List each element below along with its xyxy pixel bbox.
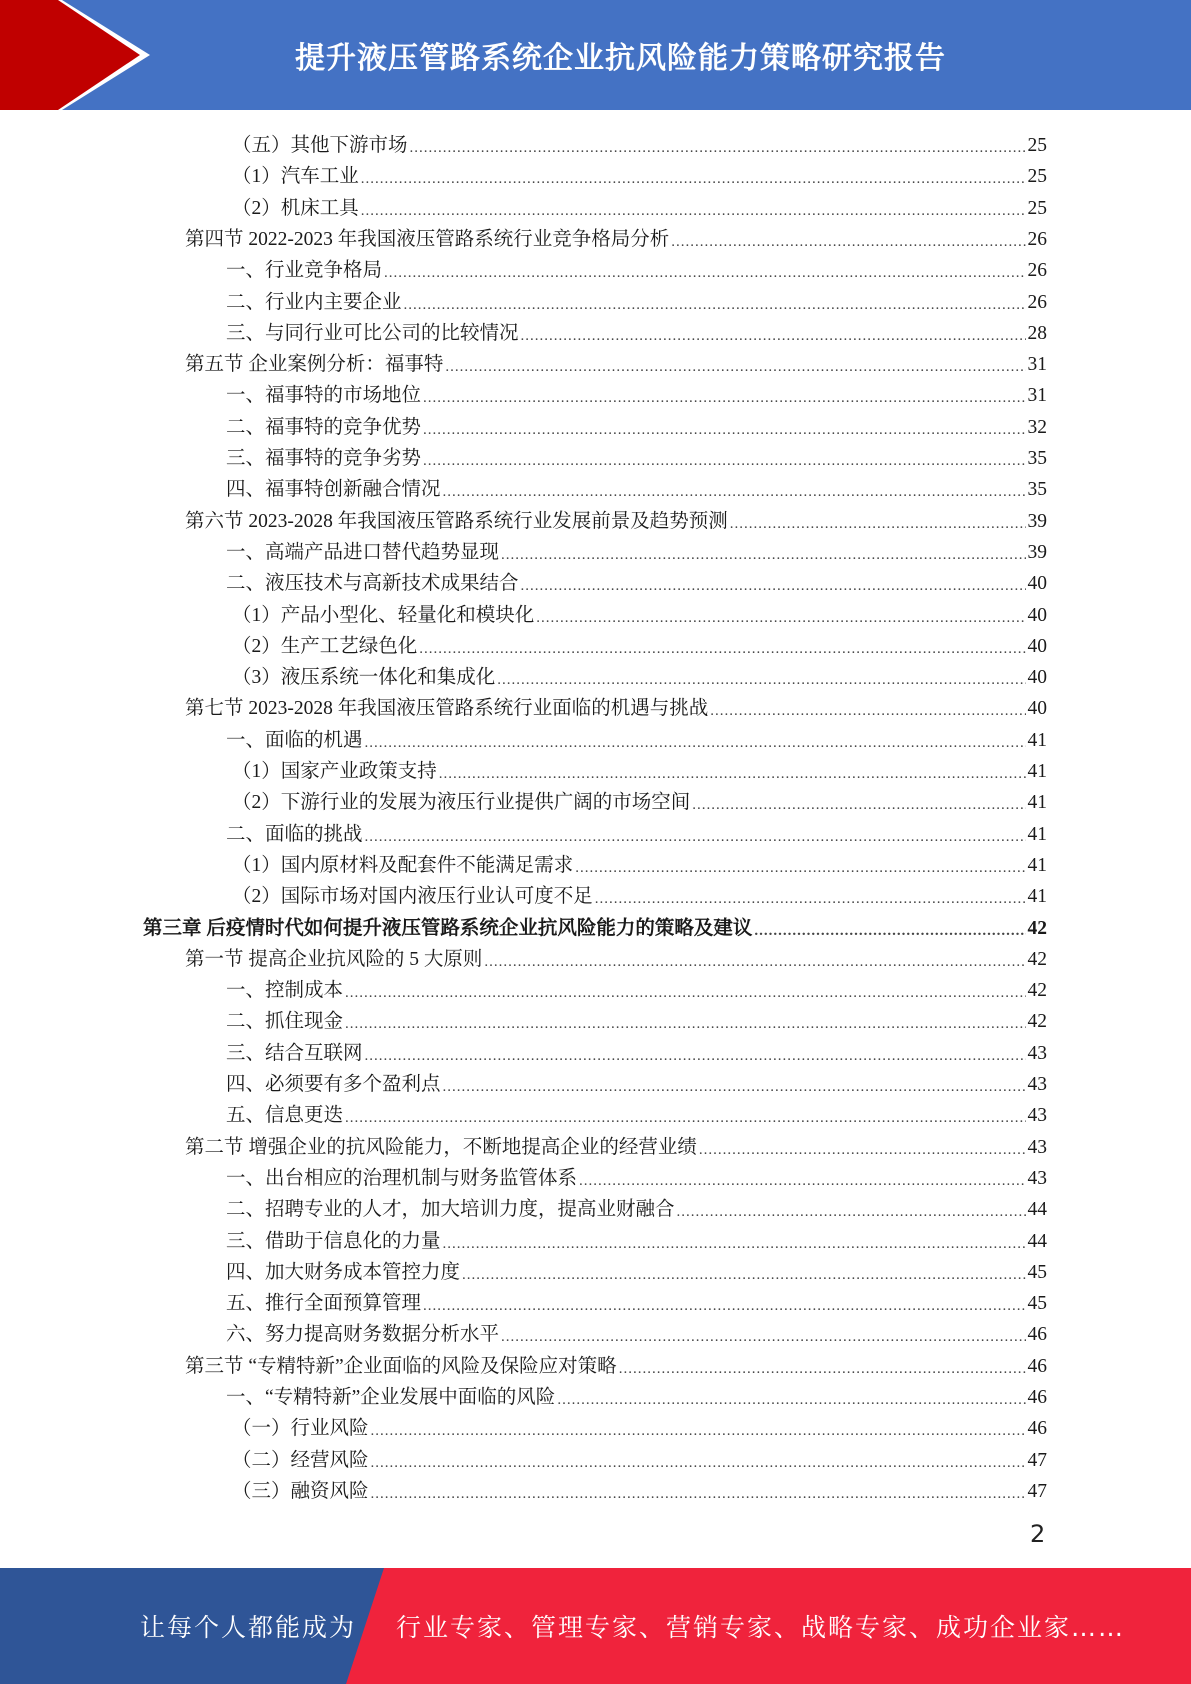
toc-dot-leader: [371, 1421, 1026, 1441]
toc-dot-leader: [619, 1359, 1026, 1379]
toc-page-number: 43: [1027, 1167, 1047, 1189]
header-banner: [0, 0, 1191, 110]
toc-dot-leader: [419, 639, 1025, 659]
toc-dot-leader: [536, 608, 1025, 628]
footer-slogan-right: 行业专家、管理专家、营销专家、战略专家、成功企业家……: [396, 1613, 1126, 1642]
toc-dot-leader: [677, 1202, 1026, 1222]
toc-entry-row[interactable]: [226, 1097, 1047, 1128]
toc-dot-leader: [671, 232, 1025, 252]
toc-page-number: 40: [1027, 698, 1047, 720]
footer-banner: [0, 1568, 1191, 1684]
toc-page-number: 44: [1027, 1199, 1047, 1221]
toc-dot-leader: [595, 889, 1026, 909]
toc-dot-leader: [423, 388, 1025, 408]
toc-entry-title: 第六节 2023-2028 年我国液压管路系统行业发展前景及趋势预测: [185, 510, 728, 532]
toc-section-row[interactable]: [185, 690, 1047, 721]
report-title: 提升液压管路系统企业抗风险能力策略研究报告: [295, 41, 946, 76]
toc-page-number: 40: [1027, 573, 1047, 595]
toc-dot-leader: [410, 138, 1026, 158]
toc-entry-row[interactable]: [226, 315, 1047, 346]
toc-dot-leader: [345, 1108, 1025, 1128]
toc-page-number: 41: [1027, 823, 1047, 845]
toc-entry-row[interactable]: [226, 1223, 1047, 1254]
toc-entry-row[interactable]: [226, 252, 1047, 283]
toc-entry-row[interactable]: [226, 1191, 1047, 1222]
toc-entry-row[interactable]: [226, 1003, 1047, 1034]
toc-entry-title: （2）机床工具: [232, 197, 359, 219]
toc-dot-leader: [361, 201, 1026, 221]
toc-page-number: 25: [1027, 197, 1047, 219]
toc-entry-title: 第三章 后疫情时代如何提升液压管路系统企业抗风险能力的策略及建议: [143, 917, 753, 939]
toc-entry-row[interactable]: [226, 1066, 1047, 1097]
toc-entry-title: 二、招聘专业的人才，加大培训力度，提高业财融合: [226, 1199, 675, 1221]
toc-chapter-row[interactable]: [143, 910, 1047, 941]
toc-page-number: 46: [1027, 1355, 1047, 1377]
toc-entry-row[interactable]: [226, 1285, 1047, 1316]
toc-page-number: 31: [1027, 385, 1047, 407]
toc-entry-row[interactable]: [226, 409, 1047, 440]
toc-entry-title: 三、借助于信息化的力量: [226, 1230, 441, 1252]
page-number: 2: [1030, 1520, 1046, 1548]
toc-entry-title: （一）行业风险: [232, 1418, 369, 1440]
toc-dot-leader: [692, 795, 1025, 815]
toc-section-row[interactable]: [185, 503, 1047, 534]
toc-page-number: 42: [1027, 1011, 1047, 1033]
toc-page-number: 43: [1027, 1105, 1047, 1127]
toc-entry-title: 四、加大财务成本管控力度: [226, 1261, 461, 1283]
toc-dot-leader: [345, 983, 1025, 1003]
toc-entry-row[interactable]: [232, 1442, 1047, 1473]
toc-dot-leader: [521, 576, 1026, 596]
toc-entry-title: （二）经营风险: [232, 1449, 369, 1471]
toc-entry-row[interactable]: [232, 1473, 1047, 1504]
red-chevron-icon: [0, 0, 150, 110]
toc-entry-row[interactable]: [226, 284, 1047, 315]
toc-entry-title: 第一节 提高企业抗风险的 5 大原则: [185, 948, 483, 970]
toc-page-number: 28: [1027, 322, 1047, 344]
toc-dot-leader: [462, 1265, 1025, 1285]
toc-dot-leader: [754, 921, 1025, 941]
toc-page-number: 41: [1027, 854, 1047, 876]
toc-entry-title: 一、高端产品进口替代趋势显现: [226, 541, 500, 563]
toc-entry-title: （1）汽车工业: [232, 166, 359, 188]
toc-dot-leader: [557, 1390, 1025, 1410]
toc-section-row[interactable]: [185, 346, 1047, 377]
toc-page-number: 41: [1027, 729, 1047, 751]
toc-page-number: 35: [1027, 448, 1047, 469]
toc-entry-title: （1）产品小型化、轻量化和模块化: [232, 604, 535, 626]
toc-dot-leader: [361, 169, 1026, 189]
toc-page-number: 43: [1027, 1074, 1047, 1095]
toc-entry-title: 四、必须要有多个盈利点: [226, 1074, 441, 1095]
toc-page-number: 43: [1027, 1136, 1047, 1158]
toc-dot-leader: [365, 827, 1026, 847]
toc-entry-row[interactable]: [226, 377, 1047, 408]
toc-dot-leader: [345, 1014, 1025, 1034]
toc-entry-title: （2）生产工艺绿色化: [232, 635, 418, 657]
toc-page-number: 44: [1027, 1230, 1047, 1252]
toc-page-number: 40: [1027, 667, 1047, 689]
toc-section-row[interactable]: [185, 221, 1047, 252]
toc-page-number: 32: [1027, 416, 1047, 438]
toc-entry-title: 第四节 2022-2023 年我国液压管路系统行业竞争格局分析: [185, 228, 670, 250]
toc-section-row[interactable]: [185, 1129, 1047, 1160]
toc-entry-title: （五）其他下游市场: [232, 135, 408, 156]
toc-entry-title: 五、信息更迭: [226, 1105, 344, 1127]
toc-entry-title: （2）下游行业的发展为液压行业提供广阔的市场空间: [232, 792, 691, 814]
toc-entry-row[interactable]: [232, 659, 1047, 690]
toc-page-number: 43: [1027, 1042, 1047, 1064]
toc-dot-leader: [365, 1046, 1026, 1066]
toc-entry-title: 一、“专精特新”企业发展中面临的风险: [226, 1387, 556, 1408]
toc-dot-leader: [497, 670, 1025, 690]
toc-entry-title: 第七节 2023-2028 年我国液压管路系统行业面临的机遇与挑战: [185, 698, 709, 720]
toc-page-number: 45: [1027, 1261, 1047, 1283]
toc-page-number: 40: [1027, 635, 1047, 657]
toc-entry-row[interactable]: [226, 471, 1047, 502]
toc-entry-title: 二、面临的挑战: [226, 823, 363, 845]
toc-entry-row[interactable]: [226, 972, 1047, 1003]
toc-dot-leader: [439, 764, 1026, 784]
toc-entry-title: 二、液压技术与高新技术成果结合: [226, 573, 519, 595]
toc-page-number: 39: [1027, 510, 1047, 532]
toc-entry-row[interactable]: [226, 816, 1047, 847]
toc-entry-title: 四、福事特创新融合情况: [226, 479, 441, 501]
toc-entry-title: （三）融资风险: [232, 1480, 369, 1502]
toc-dot-leader: [371, 1453, 1026, 1473]
toc-page-number: 42: [1027, 948, 1047, 970]
toc-entry-row[interactable]: [226, 440, 1047, 471]
toc-entry-row[interactable]: [232, 628, 1047, 659]
toc-page-number: 35: [1027, 479, 1047, 501]
toc-entry-title: 一、行业竞争格局: [226, 260, 383, 282]
toc-page-number: 26: [1027, 260, 1047, 282]
toc-entry-title: 第五节 企业案例分析：福事特: [185, 354, 444, 376]
toc-entry-title: 五、推行全面预算管理: [226, 1293, 422, 1315]
toc-dot-leader: [445, 357, 1025, 377]
toc-entry-title: 第三节 “专精特新”企业面临的风险及保险应对策略: [185, 1355, 617, 1377]
toc-page-number: 25: [1027, 135, 1047, 156]
toc-entry-row[interactable]: [232, 190, 1047, 221]
toc-dot-leader: [423, 420, 1025, 440]
toc-entry-row[interactable]: [232, 127, 1047, 158]
toc-page-number: 40: [1027, 604, 1047, 626]
toc-entry-row[interactable]: [232, 847, 1047, 878]
toc-page-number: 31: [1027, 354, 1047, 376]
toc-entry-title: 二、福事特的竞争优势: [226, 416, 422, 438]
toc-entry-row[interactable]: [226, 534, 1047, 565]
toc-page-number: 26: [1027, 291, 1047, 313]
toc-entry-title: （3）液压系统一体化和集成化: [232, 667, 496, 689]
toc-entry-row[interactable]: [232, 878, 1047, 909]
toc-entry-row[interactable]: [226, 565, 1047, 596]
toc-entry-title: 二、抓住现金: [226, 1011, 344, 1033]
toc-dot-leader: [365, 733, 1026, 753]
toc-entry-title: 二、行业内主要企业: [226, 291, 402, 313]
toc-entry-title: 六、努力提高财务数据分析水平: [226, 1324, 500, 1346]
toc-page-number: 42: [1027, 980, 1047, 1002]
toc-page-number: 41: [1027, 886, 1047, 908]
toc-entry-title: 第二节 增强企业的抗风险能力，不断地提高企业的经营业绩: [185, 1136, 697, 1158]
toc-dot-leader: [699, 1140, 1026, 1160]
toc-section-row[interactable]: [185, 1348, 1047, 1379]
toc-entry-row[interactable]: [232, 597, 1047, 628]
toc-page-number: 25: [1027, 166, 1047, 188]
toc-page-number: 47: [1027, 1449, 1047, 1471]
toc-dot-leader: [443, 1077, 1026, 1097]
toc-page-number: 46: [1027, 1387, 1047, 1408]
toc-entry-row[interactable]: [232, 753, 1047, 784]
toc-dot-leader: [575, 858, 1025, 878]
toc-dot-leader: [404, 295, 1026, 315]
toc-dot-leader: [443, 1234, 1026, 1254]
toc-entry-title: 三、结合互联网: [226, 1042, 363, 1064]
toc-dot-leader: [710, 701, 1025, 721]
toc-section-row[interactable]: [185, 941, 1047, 972]
toc-entry-title: 一、福事特的市场地位: [226, 385, 422, 407]
toc-dot-leader: [501, 1327, 1025, 1347]
toc-dot-leader: [384, 263, 1025, 283]
toc-entry-title: 一、面临的机遇: [226, 729, 363, 751]
toc-entry-row[interactable]: [232, 1410, 1047, 1441]
toc-entry-row[interactable]: [226, 1316, 1047, 1347]
toc-page-number: 41: [1027, 792, 1047, 814]
toc-dot-leader: [501, 545, 1025, 565]
toc-dot-leader: [443, 482, 1026, 502]
toc-dot-leader: [579, 1171, 1025, 1191]
toc-entry-title: （1）国内原材料及配套件不能满足需求: [232, 854, 574, 876]
toc-entry-row[interactable]: [226, 1254, 1047, 1285]
toc-entry-row[interactable]: [232, 784, 1047, 815]
toc-entry-row[interactable]: [226, 1379, 1047, 1410]
toc-entry-title: 三、与同行业可比公司的比较情况: [226, 322, 519, 344]
toc-page-number: 41: [1027, 761, 1047, 782]
toc-page-number: 39: [1027, 541, 1047, 563]
toc-dot-leader: [484, 952, 1025, 972]
toc-entry-title: 一、控制成本: [226, 980, 344, 1002]
toc-dot-leader: [730, 514, 1026, 534]
toc-entry-row[interactable]: [226, 722, 1047, 753]
toc-entry-title: 一、出台相应的治理机制与财务监管体系: [226, 1167, 578, 1189]
toc-entry-title: （1）国家产业政策支持: [232, 761, 437, 782]
toc-dot-leader: [423, 451, 1025, 471]
toc-page-number: 45: [1027, 1293, 1047, 1315]
toc-page-number: 26: [1027, 228, 1047, 250]
toc-entry-row[interactable]: [232, 158, 1047, 189]
toc-page-number: 46: [1027, 1324, 1047, 1346]
toc-entry-row[interactable]: [226, 1160, 1047, 1191]
toc-entry-row[interactable]: [226, 1035, 1047, 1066]
toc-dot-leader: [371, 1484, 1026, 1504]
toc-entry-title: （2）国际市场对国内液压行业认可度不足: [232, 886, 593, 908]
footer-slogan-left: 让每个人都能成为: [140, 1613, 357, 1642]
toc-dot-leader: [521, 326, 1026, 346]
toc-page-number: 47: [1027, 1480, 1047, 1502]
toc-dot-leader: [423, 1296, 1025, 1316]
toc-page-number: 46: [1027, 1418, 1047, 1440]
toc-entry-title: 三、福事特的竞争劣势: [226, 448, 422, 469]
toc-page-number: 42: [1027, 917, 1047, 939]
